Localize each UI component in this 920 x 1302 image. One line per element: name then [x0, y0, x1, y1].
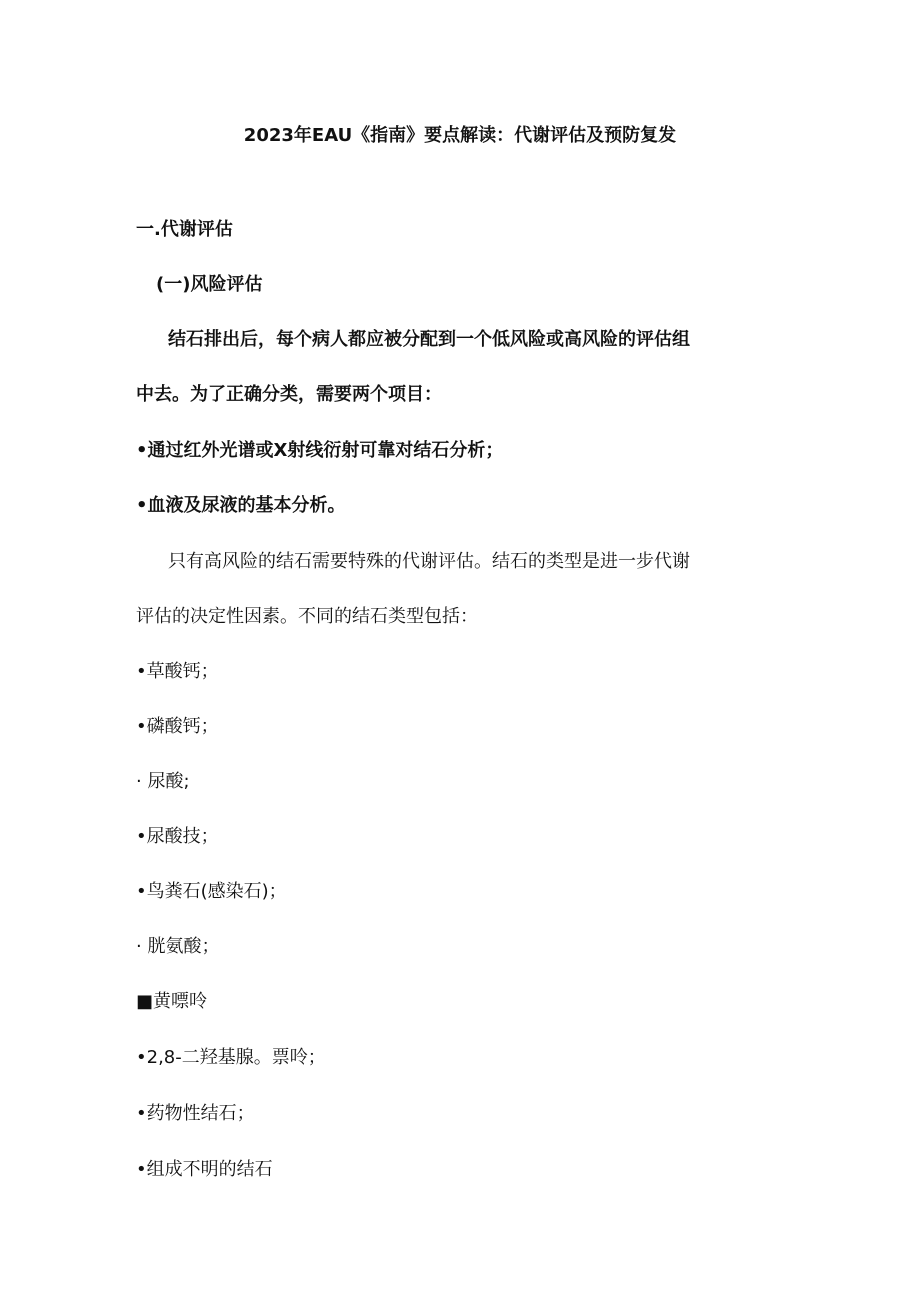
stone-type-item: •尿酸技；	[136, 826, 219, 847]
stone-type-item: •2,8-二羟基腺。票呤；	[136, 1047, 326, 1068]
stone-type-item: •鸟粪石(感染石)；	[136, 881, 287, 902]
intro-paragraph-line-1: 结石排出后，每个病人都应被分配到一个低风险或高风险的评估组	[168, 329, 690, 350]
stone-type-item: •磷酸钙；	[136, 716, 219, 737]
stone-type-item: •药物性结石；	[136, 1103, 255, 1124]
requirement-item: •血液及尿液的基本分析。	[136, 495, 346, 516]
section-heading: 一.代谢评估	[136, 219, 233, 240]
stone-type-item: •草酸钙；	[136, 661, 219, 682]
intro-paragraph-line-2: 中去。为了正确分类，需要两个项目：	[136, 384, 442, 405]
stone-type-item: · 胱氨酸；	[136, 936, 220, 957]
body-paragraph-line-2: 评估的决定性因素。不同的结石类型包括：	[136, 606, 478, 627]
stone-type-item: ■黄嘌呤	[136, 991, 208, 1012]
stone-type-item: · 尿酸;	[136, 771, 190, 792]
body-paragraph-line-1: 只有高风险的结石需要特殊的代谢评估。结石的类型是进一步代谢	[168, 551, 690, 572]
stone-type-item: •组成不明的结石	[136, 1159, 273, 1180]
document-title: 2023年EAU《指南》要点解读：代谢评估及预防复发	[243, 125, 677, 146]
subsection-heading: (一)风险评估	[156, 274, 263, 295]
requirement-item: •通过红外光谱或X射线衍射可靠对结石分析；	[136, 440, 504, 461]
